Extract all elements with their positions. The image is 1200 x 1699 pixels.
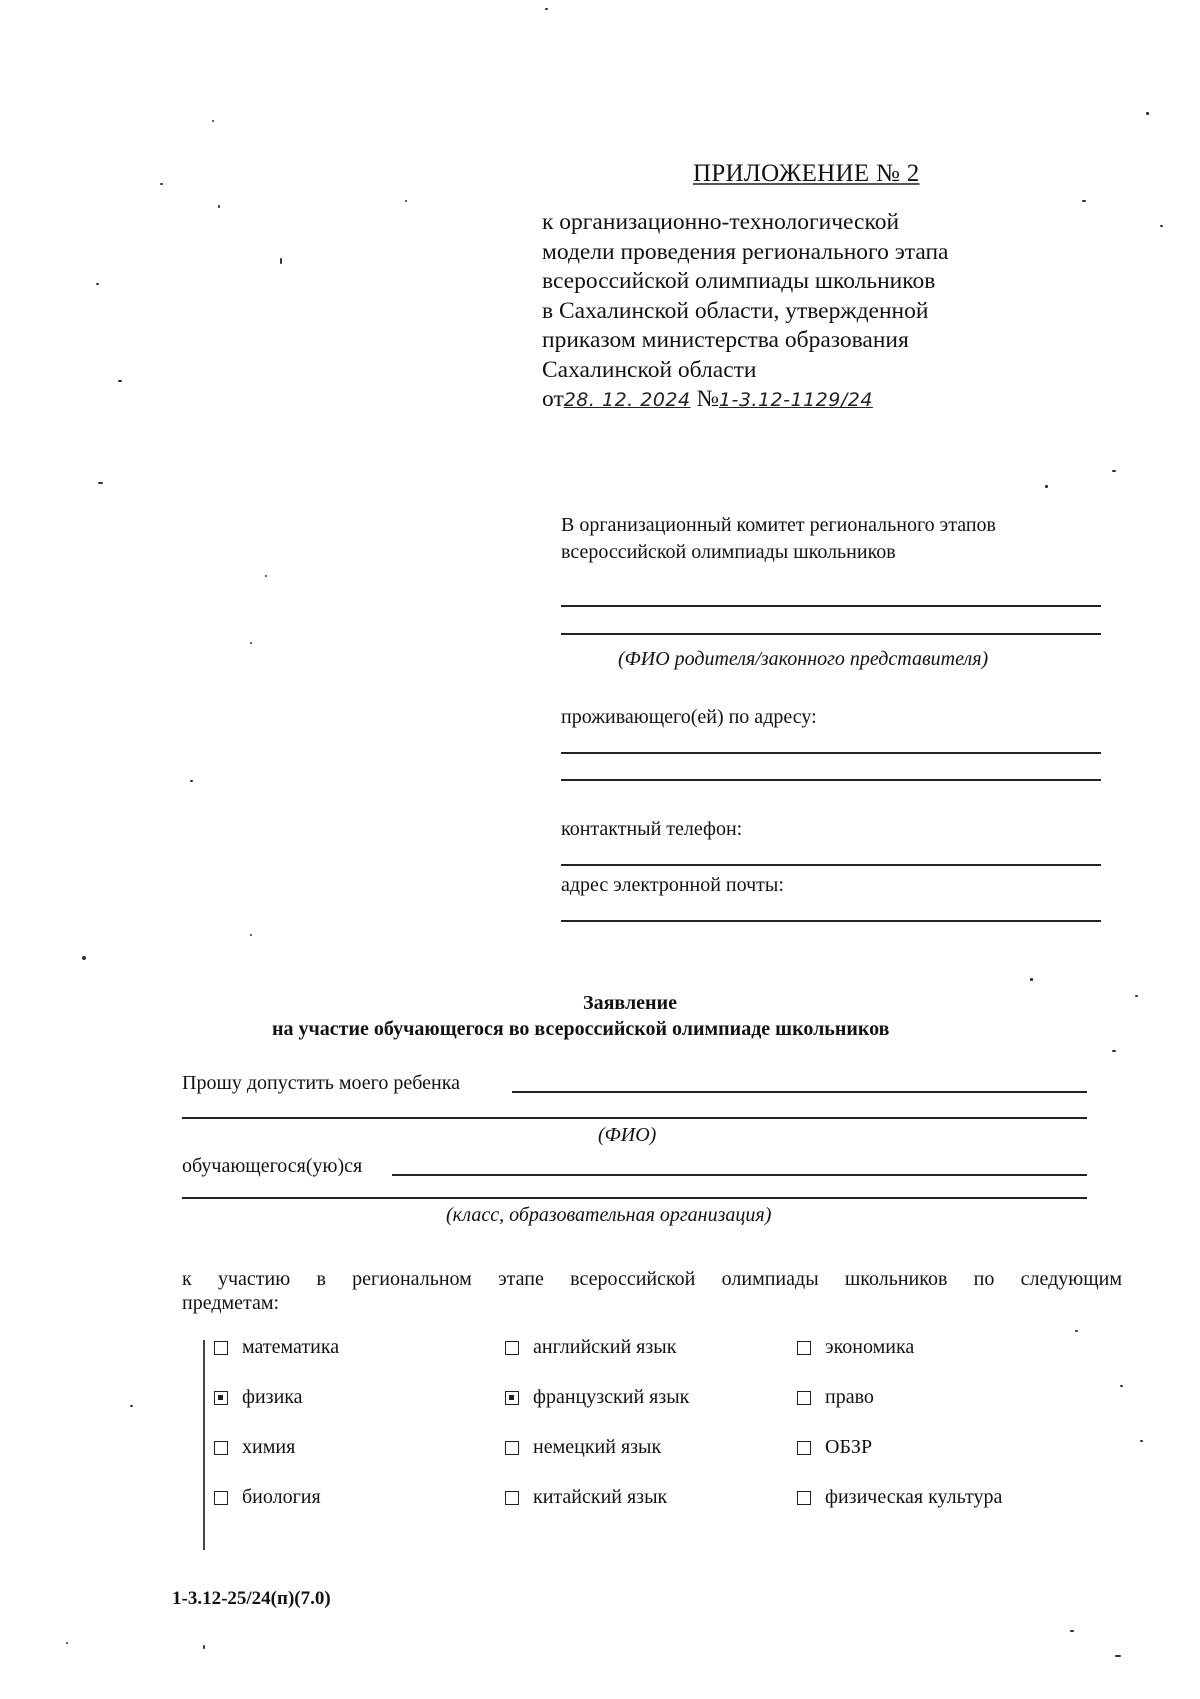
- subject-obzr[interactable]: [797, 1436, 872, 1459]
- subject-physical-education[interactable]: [797, 1486, 1002, 1509]
- checkbox[interactable]: [214, 1491, 228, 1505]
- subject-label: ОБЗР: [825, 1436, 873, 1458]
- student-info-line-1[interactable]: [392, 1174, 1087, 1176]
- email-line[interactable]: [561, 920, 1101, 922]
- checkbox[interactable]: [505, 1341, 519, 1355]
- phone-line[interactable]: [561, 864, 1101, 866]
- subject-label: физическая культура: [825, 1486, 1003, 1508]
- address-line-1[interactable]: [561, 752, 1101, 754]
- student-label: обучающегося(ую)ся: [182, 1155, 363, 1177]
- address-line-2[interactable]: [561, 779, 1101, 781]
- address-label: проживающего(ей) по адресу:: [561, 706, 817, 728]
- subject-economics[interactable]: [797, 1336, 914, 1359]
- appendix-line: приказом министерства образования: [542, 327, 909, 353]
- statement-title: Заявление: [583, 992, 677, 1014]
- checkbox[interactable]: [797, 1491, 811, 1505]
- checkbox[interactable]: [505, 1491, 519, 1505]
- order-number-label: №: [696, 386, 719, 412]
- phone-label: контактный телефон:: [561, 818, 743, 840]
- participation-line-1: к участию в региональном этапе всероссийской олимпиады школьников по следующим: [182, 1268, 1122, 1290]
- subject-english[interactable]: [505, 1336, 676, 1359]
- appendix-line: модели проведения регионального этапа: [542, 238, 949, 265]
- checkbox-checked[interactable]: [214, 1391, 228, 1405]
- addressee-block: [561, 512, 996, 566]
- subject-physics[interactable]: [214, 1386, 303, 1409]
- checkbox[interactable]: [797, 1391, 811, 1405]
- parent-name-line-1[interactable]: [561, 605, 1101, 607]
- checkbox[interactable]: [214, 1441, 228, 1455]
- addressee-line-2: всероссийской олимпиады школьников: [561, 541, 896, 563]
- checkbox[interactable]: [505, 1441, 519, 1455]
- statement-subtitle: на участие обучающегося во всероссийской олимпиаде школьников: [272, 1018, 890, 1040]
- margin-mark: [203, 1340, 205, 1550]
- subject-label: китайский язык: [533, 1486, 668, 1508]
- order-prefix: от: [542, 386, 564, 412]
- participation-text: [182, 1267, 1122, 1315]
- order-reference: [542, 385, 948, 416]
- request-label: Прошу допустить моего ребенка: [182, 1072, 461, 1094]
- checkbox-checked[interactable]: [505, 1391, 519, 1405]
- email-label: адрес электронной почты:: [561, 874, 784, 896]
- subject-chinese[interactable]: [505, 1486, 667, 1509]
- checkbox[interactable]: [797, 1341, 811, 1355]
- student-info-line-2[interactable]: [182, 1197, 1087, 1199]
- parent-name-caption: (ФИО родителя/законного представителя): [618, 648, 989, 670]
- subject-chemistry[interactable]: [214, 1436, 295, 1459]
- appendix-line: всероссийской олимпиады школьников: [542, 268, 936, 294]
- subject-label: право: [825, 1386, 874, 1408]
- appendix-title: ПРИЛОЖЕНИЕ № 2: [693, 160, 920, 187]
- subject-french[interactable]: [505, 1386, 689, 1409]
- child-name-line-2[interactable]: [182, 1117, 1087, 1119]
- child-name-line-1[interactable]: [512, 1091, 1087, 1093]
- subject-label: физика: [242, 1386, 303, 1408]
- appendix-line: в Сахалинской области, утвержденной: [542, 297, 929, 324]
- child-name-caption: (ФИО): [598, 1124, 657, 1146]
- appendix-line: Сахалинской области: [542, 356, 757, 383]
- addressee-line-1: В организационный комитет регионального этапов: [561, 514, 996, 536]
- subject-label: немецкий язык: [533, 1436, 662, 1458]
- subject-label: экономика: [825, 1336, 915, 1358]
- subject-label: математика: [242, 1336, 340, 1358]
- appendix-line: к организационно-технологической: [542, 209, 900, 235]
- subject-label: французский язык: [533, 1386, 690, 1408]
- order-number: 1-3.12-1129/24: [718, 389, 873, 411]
- parent-name-line-2[interactable]: [561, 633, 1101, 635]
- class-caption: (класс, образовательная организация): [446, 1204, 772, 1226]
- checkbox[interactable]: [797, 1441, 811, 1455]
- order-date: 28. 12. 2024: [563, 389, 691, 411]
- participation-line-2: предметам:: [182, 1292, 280, 1314]
- subject-law[interactable]: [797, 1386, 874, 1409]
- subject-label: химия: [242, 1436, 296, 1458]
- checkbox[interactable]: [214, 1341, 228, 1355]
- subject-mathematics[interactable]: [214, 1336, 339, 1359]
- appendix-description: [542, 208, 948, 416]
- document-code: 1-3.12-25/24(п)(7.0): [172, 1588, 331, 1609]
- subject-biology[interactable]: [214, 1486, 321, 1509]
- subject-label: английский язык: [533, 1336, 677, 1358]
- subject-german[interactable]: [505, 1436, 661, 1459]
- subject-label: биология: [242, 1486, 321, 1508]
